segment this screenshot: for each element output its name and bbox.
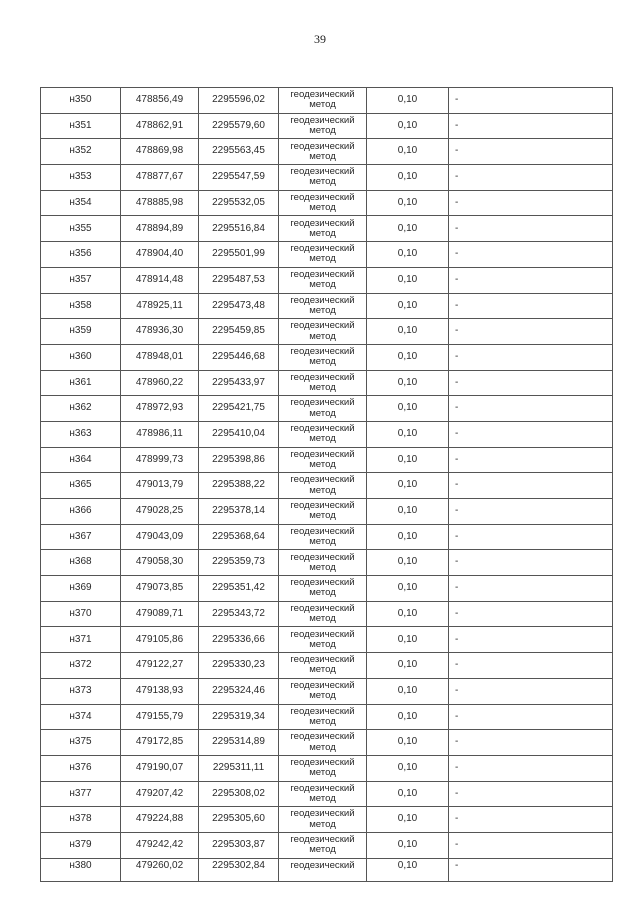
point-id-cell: н352	[41, 139, 121, 165]
table-row	[41, 319, 613, 345]
table-row	[41, 576, 613, 602]
point-id-cell: н363	[41, 421, 121, 447]
y-coordinate-cell: 2295319,34	[199, 704, 279, 730]
accuracy-cell: 0,10	[367, 190, 449, 216]
y-coordinate-cell: 2295487,53	[199, 267, 279, 293]
y-coordinate-cell: 2295473,48	[199, 293, 279, 319]
point-id-cell: н351	[41, 113, 121, 139]
point-id-cell: н354	[41, 190, 121, 216]
note-cell: -	[449, 653, 613, 679]
accuracy-cell: 0,10	[367, 704, 449, 730]
point-id-cell: н355	[41, 216, 121, 242]
point-id-cell: н377	[41, 781, 121, 807]
y-coordinate-cell: 2295330,23	[199, 653, 279, 679]
x-coordinate-cell: 478948,01	[121, 344, 199, 370]
note-cell: -	[449, 216, 613, 242]
method-cell: геодезический метод	[279, 653, 367, 679]
method-cell: геодезический метод	[279, 807, 367, 833]
point-id-cell: н361	[41, 370, 121, 396]
method-cell: геодезический метод	[279, 730, 367, 756]
accuracy-cell: 0,10	[367, 524, 449, 550]
x-coordinate-cell: 478972,93	[121, 396, 199, 422]
table-row	[41, 267, 613, 293]
y-coordinate-cell: 2295324,46	[199, 678, 279, 704]
note-cell: -	[449, 293, 613, 319]
x-coordinate-cell: 479190,07	[121, 755, 199, 781]
note-cell: -	[449, 242, 613, 268]
y-coordinate-cell: 2295410,04	[199, 421, 279, 447]
accuracy-cell: 0,10	[367, 473, 449, 499]
point-id-cell: н358	[41, 293, 121, 319]
accuracy-cell: 0,10	[367, 653, 449, 679]
coordinates-table-container	[40, 87, 612, 882]
note-cell: -	[449, 113, 613, 139]
y-coordinate-cell: 2295359,73	[199, 550, 279, 576]
table-row	[41, 627, 613, 653]
table-row	[41, 165, 613, 191]
note-cell: -	[449, 396, 613, 422]
method-cell: геодезический метод	[279, 678, 367, 704]
method-cell: геодезический метод	[279, 216, 367, 242]
accuracy-cell: 0,10	[367, 113, 449, 139]
y-coordinate-cell: 2295516,84	[199, 216, 279, 242]
accuracy-cell: 0,10	[367, 755, 449, 781]
method-cell: геодезический метод	[279, 755, 367, 781]
table-row	[41, 216, 613, 242]
method-cell: геодезический метод	[279, 421, 367, 447]
y-coordinate-cell: 2295388,22	[199, 473, 279, 499]
method-cell: геодезический метод	[279, 396, 367, 422]
method-cell: геодезический метод	[279, 267, 367, 293]
x-coordinate-cell: 478960,22	[121, 370, 199, 396]
x-coordinate-cell: 479242,42	[121, 832, 199, 858]
x-coordinate-cell: 479073,85	[121, 576, 199, 602]
accuracy-cell: 0,10	[367, 807, 449, 833]
table-row	[41, 88, 613, 114]
point-id-cell: н375	[41, 730, 121, 756]
method-cell: геодезический метод	[279, 601, 367, 627]
note-cell: -	[449, 88, 613, 114]
accuracy-cell: 0,10	[367, 319, 449, 345]
y-coordinate-cell: 2295532,05	[199, 190, 279, 216]
accuracy-cell: 0,10	[367, 396, 449, 422]
point-id-cell: н362	[41, 396, 121, 422]
accuracy-cell: 0,10	[367, 88, 449, 114]
point-id-cell: н378	[41, 807, 121, 833]
y-coordinate-cell: 2295314,89	[199, 730, 279, 756]
note-cell: -	[449, 832, 613, 858]
table-row	[41, 678, 613, 704]
method-cell: геодезический метод	[279, 473, 367, 499]
point-id-cell: н371	[41, 627, 121, 653]
note-cell: -	[449, 627, 613, 653]
y-coordinate-cell: 2295378,14	[199, 499, 279, 525]
point-id-cell: н368	[41, 550, 121, 576]
table-row	[41, 755, 613, 781]
table-row	[41, 293, 613, 319]
table-row	[41, 473, 613, 499]
x-coordinate-cell: 478925,11	[121, 293, 199, 319]
note-cell: -	[449, 730, 613, 756]
note-cell: -	[449, 473, 613, 499]
x-coordinate-cell: 479105,86	[121, 627, 199, 653]
y-coordinate-cell: 2295398,86	[199, 447, 279, 473]
note-cell: -	[449, 421, 613, 447]
note-cell: -	[449, 190, 613, 216]
point-id-cell: н367	[41, 524, 121, 550]
point-id-cell: н366	[41, 499, 121, 525]
accuracy-cell: 0,10	[367, 447, 449, 473]
note-cell: -	[449, 781, 613, 807]
accuracy-cell: 0,10	[367, 242, 449, 268]
y-coordinate-cell: 2295336,66	[199, 627, 279, 653]
x-coordinate-cell: 478999,73	[121, 447, 199, 473]
point-id-cell: н364	[41, 447, 121, 473]
note-cell: -	[449, 576, 613, 602]
method-cell: геодезический метод	[279, 344, 367, 370]
point-id-cell: н350	[41, 88, 121, 114]
accuracy-cell: 0,10	[367, 858, 449, 881]
point-id-cell: н380	[41, 858, 121, 881]
point-id-cell: н353	[41, 165, 121, 191]
y-coordinate-cell: 2295433,97	[199, 370, 279, 396]
note-cell: -	[449, 499, 613, 525]
method-cell: геодезический метод	[279, 88, 367, 114]
note-cell: -	[449, 139, 613, 165]
table-row	[41, 139, 613, 165]
x-coordinate-cell: 479138,93	[121, 678, 199, 704]
accuracy-cell: 0,10	[367, 781, 449, 807]
method-cell: геодезический метод	[279, 704, 367, 730]
accuracy-cell: 0,10	[367, 499, 449, 525]
coordinates-table	[40, 87, 613, 882]
table-row	[41, 730, 613, 756]
point-id-cell: н370	[41, 601, 121, 627]
y-coordinate-cell: 2295368,64	[199, 524, 279, 550]
method-cell: геодезический метод	[279, 165, 367, 191]
table-row	[41, 601, 613, 627]
method-cell: геодезический метод	[279, 524, 367, 550]
x-coordinate-cell: 479155,79	[121, 704, 199, 730]
accuracy-cell: 0,10	[367, 576, 449, 602]
table-row	[41, 113, 613, 139]
y-coordinate-cell: 2295563,45	[199, 139, 279, 165]
accuracy-cell: 0,10	[367, 832, 449, 858]
note-cell: -	[449, 524, 613, 550]
table-row	[41, 807, 613, 833]
accuracy-cell: 0,10	[367, 165, 449, 191]
table-row	[41, 524, 613, 550]
note-cell: -	[449, 807, 613, 833]
note-cell: -	[449, 550, 613, 576]
method-cell: геодезический	[279, 858, 367, 881]
x-coordinate-cell: 478894,89	[121, 216, 199, 242]
coordinates-table-body	[41, 88, 613, 882]
note-cell: -	[449, 704, 613, 730]
x-coordinate-cell: 479260,02	[121, 858, 199, 881]
y-coordinate-cell: 2295596,02	[199, 88, 279, 114]
method-cell: геодезический метод	[279, 242, 367, 268]
x-coordinate-cell: 478885,98	[121, 190, 199, 216]
table-row	[41, 832, 613, 858]
table-row	[41, 858, 613, 881]
note-cell: -	[449, 755, 613, 781]
note-cell: -	[449, 370, 613, 396]
accuracy-cell: 0,10	[367, 550, 449, 576]
table-row	[41, 704, 613, 730]
note-cell: -	[449, 267, 613, 293]
method-cell: геодезический метод	[279, 139, 367, 165]
accuracy-cell: 0,10	[367, 370, 449, 396]
note-cell: -	[449, 678, 613, 704]
point-id-cell: н359	[41, 319, 121, 345]
y-coordinate-cell: 2295579,60	[199, 113, 279, 139]
note-cell: -	[449, 601, 613, 627]
y-coordinate-cell: 2295302,84	[199, 858, 279, 881]
note-cell: -	[449, 858, 613, 881]
table-row	[41, 447, 613, 473]
accuracy-cell: 0,10	[367, 730, 449, 756]
y-coordinate-cell: 2295421,75	[199, 396, 279, 422]
point-id-cell: н379	[41, 832, 121, 858]
x-coordinate-cell: 478936,30	[121, 319, 199, 345]
method-cell: геодезический метод	[279, 190, 367, 216]
method-cell: геодезический метод	[279, 319, 367, 345]
note-cell: -	[449, 344, 613, 370]
point-id-cell: н356	[41, 242, 121, 268]
x-coordinate-cell: 479224,88	[121, 807, 199, 833]
point-id-cell: н360	[41, 344, 121, 370]
point-id-cell: н357	[41, 267, 121, 293]
table-row	[41, 242, 613, 268]
point-id-cell: н372	[41, 653, 121, 679]
table-row	[41, 370, 613, 396]
x-coordinate-cell: 479089,71	[121, 601, 199, 627]
y-coordinate-cell: 2295547,59	[199, 165, 279, 191]
table-row	[41, 781, 613, 807]
method-cell: геодезический метод	[279, 499, 367, 525]
point-id-cell: н369	[41, 576, 121, 602]
y-coordinate-cell: 2295501,99	[199, 242, 279, 268]
y-coordinate-cell: 2295305,60	[199, 807, 279, 833]
method-cell: геодезический метод	[279, 781, 367, 807]
y-coordinate-cell: 2295459,85	[199, 319, 279, 345]
x-coordinate-cell: 479172,85	[121, 730, 199, 756]
table-row	[41, 190, 613, 216]
accuracy-cell: 0,10	[367, 601, 449, 627]
accuracy-cell: 0,10	[367, 678, 449, 704]
y-coordinate-cell: 2295343,72	[199, 601, 279, 627]
accuracy-cell: 0,10	[367, 293, 449, 319]
method-cell: геодезический метод	[279, 113, 367, 139]
y-coordinate-cell: 2295311,11	[199, 755, 279, 781]
method-cell: геодезический метод	[279, 627, 367, 653]
table-row	[41, 396, 613, 422]
accuracy-cell: 0,10	[367, 139, 449, 165]
accuracy-cell: 0,10	[367, 267, 449, 293]
x-coordinate-cell: 479122,27	[121, 653, 199, 679]
point-id-cell: н374	[41, 704, 121, 730]
y-coordinate-cell: 2295351,42	[199, 576, 279, 602]
note-cell: -	[449, 319, 613, 345]
point-id-cell: н373	[41, 678, 121, 704]
accuracy-cell: 0,10	[367, 344, 449, 370]
x-coordinate-cell: 479207,42	[121, 781, 199, 807]
table-row	[41, 499, 613, 525]
x-coordinate-cell: 478862,91	[121, 113, 199, 139]
page-number: 39	[314, 32, 326, 46]
accuracy-cell: 0,10	[367, 216, 449, 242]
table-row	[41, 421, 613, 447]
x-coordinate-cell: 478986,11	[121, 421, 199, 447]
method-cell: геодезический метод	[279, 832, 367, 858]
accuracy-cell: 0,10	[367, 421, 449, 447]
method-cell: геодезический метод	[279, 447, 367, 473]
x-coordinate-cell: 478877,67	[121, 165, 199, 191]
y-coordinate-cell: 2295308,02	[199, 781, 279, 807]
x-coordinate-cell: 478904,40	[121, 242, 199, 268]
table-row	[41, 550, 613, 576]
x-coordinate-cell: 479013,79	[121, 473, 199, 499]
accuracy-cell: 0,10	[367, 627, 449, 653]
point-id-cell: н365	[41, 473, 121, 499]
method-cell: геодезический метод	[279, 576, 367, 602]
x-coordinate-cell: 479058,30	[121, 550, 199, 576]
point-id-cell: н376	[41, 755, 121, 781]
x-coordinate-cell: 479043,09	[121, 524, 199, 550]
y-coordinate-cell: 2295446,68	[199, 344, 279, 370]
table-row	[41, 344, 613, 370]
y-coordinate-cell: 2295303,87	[199, 832, 279, 858]
method-cell: геодезический метод	[279, 293, 367, 319]
method-cell: геодезический метод	[279, 550, 367, 576]
x-coordinate-cell: 478914,48	[121, 267, 199, 293]
note-cell: -	[449, 165, 613, 191]
x-coordinate-cell: 478856,49	[121, 88, 199, 114]
x-coordinate-cell: 478869,98	[121, 139, 199, 165]
method-cell: геодезический метод	[279, 370, 367, 396]
table-row	[41, 653, 613, 679]
note-cell: -	[449, 447, 613, 473]
x-coordinate-cell: 479028,25	[121, 499, 199, 525]
